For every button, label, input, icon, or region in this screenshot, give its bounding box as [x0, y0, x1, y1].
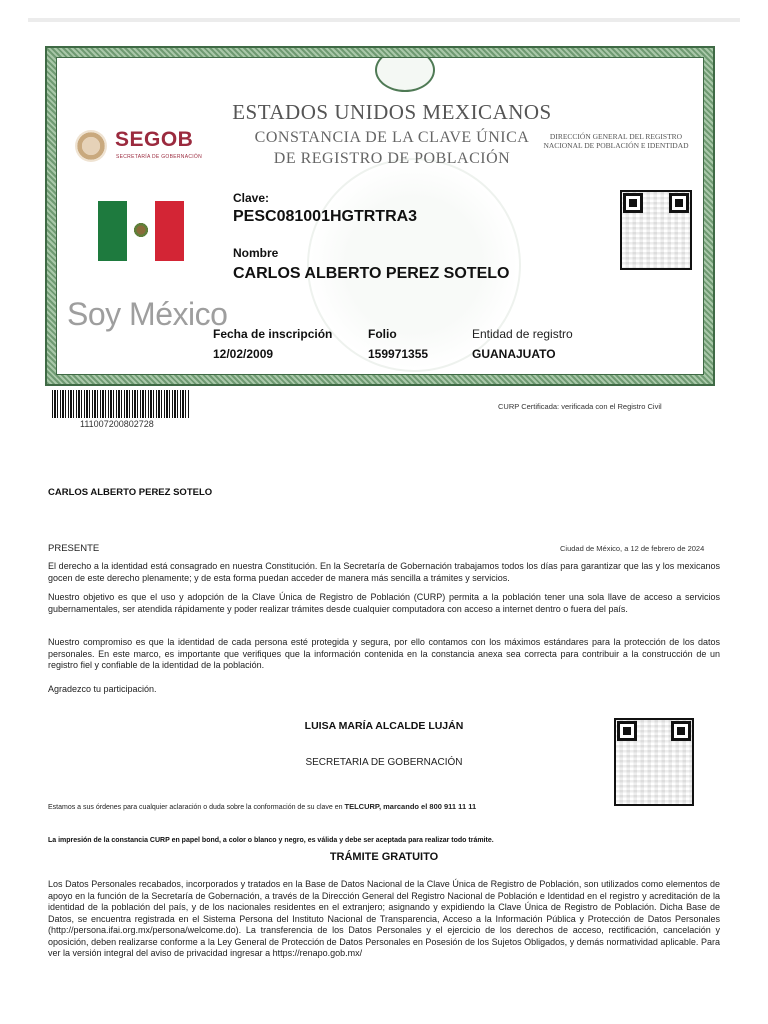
- clave-value: PESC081001HGTRTRA3: [233, 208, 418, 225]
- folio-label: Folio: [368, 327, 397, 341]
- validity-note: La impresión de la constancia CURP en papel bond, a color o blanco y negro, es válida y debe ser aceptada para realizar todo trámite.: [48, 837, 494, 844]
- certificate-body: [56, 57, 704, 375]
- letter-paragraph-3: Nuestro compromiso es que la identidad de cada persona esté protegida y segura, por ello contamos con los máximos estándares para la protección de los datos personales. En este marco, es importante que verifiques que la información contenida en la constancia anexa sea correcta para contribuir a la construcción de un registro fiel y confiable de la identidad de la población.: [48, 637, 720, 670]
- barcode-number: 111007200802728: [80, 419, 154, 429]
- segob-logo-text: SEGOB: [115, 128, 194, 151]
- nombre-value: CARLOS ALBERTO PEREZ SOTELO: [233, 265, 510, 282]
- curp-certificate: [45, 46, 715, 386]
- nombre-label: Nombre: [233, 246, 279, 260]
- fecha-inscripcion-label: Fecha de inscripción: [213, 327, 333, 341]
- top-divider: [28, 18, 740, 22]
- addressee-name: CARLOS ALBERTO PEREZ SOTELO: [48, 487, 213, 498]
- letter-paragraph-2: Nuestro objetivo es que el uso y adopción de la Clave Única de Registro de Población (CURP) permita a la población tener una sola llave de acceso a servicios gubernamentales, ser atendida rápidamente y poder realizar trámites desde cualquier computadora con acceso a internet dentro o fuera del país.: [48, 592, 720, 614]
- soy-mexico-slogan: Soy México: [67, 296, 228, 332]
- mexico-flag-icon: [98, 201, 184, 261]
- letter-qr-code: [614, 718, 694, 806]
- letter-paragraph-4: Agradezco tu participación.: [48, 684, 157, 694]
- document-title-line1: CONSTANCIA DE LA CLAVE ÚNICA: [254, 129, 530, 146]
- telcurp-phone: TELCURP, marcando el 800 911 11 11: [344, 802, 477, 811]
- letter-date: Ciudad de México, a 12 de febrero de 2024: [560, 544, 705, 553]
- signer-name: LUISA MARÍA ALCALDE LUJÁN: [304, 720, 464, 732]
- fecha-inscripcion-value: 12/02/2009: [213, 347, 274, 361]
- country-title: ESTADOS UNIDOS MEXICANOS: [232, 100, 552, 124]
- segob-emblem-icon: [75, 130, 107, 162]
- national-seal-icon: [375, 57, 435, 92]
- direccion-general-label: DIRECCIÓN GENERAL DEL REGISTRO NACIONAL DE POBLACIÓN E IDENTIDAD: [543, 132, 689, 150]
- curp-certificada-note: CURP Certificada: verificada con el Registro Civil: [498, 402, 662, 411]
- tramite-gratuito: TRÁMITE GRATUITO: [329, 851, 439, 863]
- folio-value: 159971355: [368, 347, 429, 361]
- entidad-registro-value: GUANAJUATO: [472, 347, 556, 361]
- letter-paragraph-1: El derecho a la identidad está consagrado en nuestra Constitución. En la Secretaría de Gobernación trabajamos todos los días para garantizar que las y los mexicanos gocen de este derecho plenamente; y de esta forma puedan acceder de manera más sencilla a trámites y servicios.: [48, 561, 720, 583]
- signer-title: SECRETARIA DE GOBERNACIÓN: [305, 757, 463, 768]
- presente-label: PRESENTE: [48, 543, 100, 554]
- contact-note: Estamos a sus órdenes para cualquier aclaración o duda sobre la conformación de su clave en TELCURP, marcando el 800 911 11 11: [48, 802, 477, 811]
- entidad-registro-label: Entidad de registro: [472, 327, 573, 341]
- certificate-qr-code: [620, 190, 692, 270]
- privacy-notice: Los Datos Personales recabados, incorporados y tratados en la Base de Datos Nacional de la Clave Única de Registro de Población, son utilizados como elementos de apoyo en la función de la Secretaría de Gobernación, a través de la Dirección General del Registro Nacional de Población e Identidad en el registro y acreditación de la identidad de la población del país, y de los nacionales residentes en el extranjero; asignando y expidiendo la Clave Única de Registro de Población. Dicha Base de Datos, se encuentra registrada en el Sistema Persona del Instituto Nacional de Transparencia, Acceso a la Información Pública y Protección de Datos Personales (http://persona.ifai.org.mx/persona/welcome.do). La transferencia de los Datos Personales y el ejercicio de los derechos de acceso, rectificación, cancelación y oposición, deben realizarse conforme a la Ley General de Protección de Datos Personales en Posesión de los Sujetos Obligados, y demás normatividad aplicable. Para ver la versión integral del aviso de privacidad ingresar a https://renapo.gob.mx/: [48, 879, 720, 958]
- barcode: [52, 390, 190, 418]
- segob-logo-subtitle: SECRETARÍA DE GOBERNACIÓN: [116, 154, 203, 160]
- clave-label: Clave:: [233, 191, 270, 205]
- document-title-line2: DE REGISTRO DE POBLACIÓN: [273, 150, 511, 167]
